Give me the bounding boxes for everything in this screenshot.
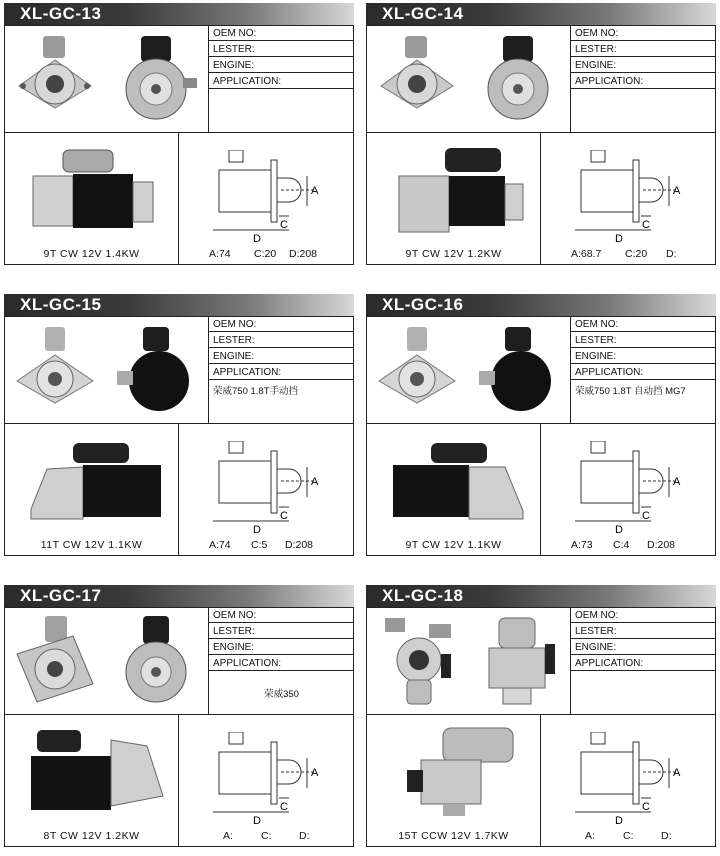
- lester-row: LESTER:: [571, 42, 716, 57]
- dimension-diagram: [567, 150, 692, 245]
- dim-c: C:: [623, 830, 634, 842]
- divider: [178, 715, 179, 846]
- dim-d-label: D: [253, 524, 261, 536]
- model-number: XL-GC-14: [382, 4, 464, 23]
- divider: [367, 132, 715, 133]
- starter-side-photo: [23, 146, 163, 236]
- model-number: XL-GC-15: [20, 295, 102, 314]
- divider: [540, 133, 541, 264]
- engine-row: ENGINE:: [571, 640, 716, 655]
- application-row: APPLICATION:: [571, 74, 716, 89]
- dim-c: C:5: [251, 539, 268, 551]
- model-number: XL-GC-17: [20, 586, 102, 605]
- info-panel: [208, 608, 354, 714]
- spec-text: 8T CW 12V 1.2KW: [43, 830, 140, 842]
- card-body: [4, 316, 354, 556]
- lester-row: LESTER:: [209, 333, 354, 348]
- dim-d-label: D: [615, 524, 623, 536]
- card-body: [4, 607, 354, 847]
- info-panel: [570, 317, 716, 423]
- lester-row: LESTER:: [209, 624, 354, 639]
- application-row: APPLICATION:: [209, 656, 354, 671]
- engine-row: ENGINE:: [571, 58, 716, 73]
- oem-row: OEM NO:: [209, 26, 354, 41]
- product-card: [4, 294, 354, 556]
- info-panel: [208, 26, 354, 132]
- dimension-diagram: [205, 732, 330, 827]
- starter-rear-photo: [113, 614, 199, 706]
- spec-text: 9T CW 12V 1.1KW: [405, 539, 502, 551]
- divider: [367, 423, 715, 424]
- engine-row: ENGINE:: [571, 349, 716, 364]
- starter-front-photo: [377, 34, 457, 122]
- dim-a: A:74: [209, 539, 231, 551]
- dimension-diagram: [205, 441, 330, 536]
- application-row: APPLICATION:: [209, 74, 354, 89]
- application-text: 荣威350: [264, 689, 299, 700]
- dim-d: D:: [661, 830, 672, 842]
- dim-a: A:68.7: [571, 248, 602, 260]
- starter-rear-photo: [475, 325, 561, 415]
- product-card: [366, 294, 716, 556]
- product-card: [4, 585, 354, 847]
- dim-c: C:20: [625, 248, 648, 260]
- dim-a: A:74: [209, 248, 231, 260]
- dim-c-label: C: [642, 510, 650, 522]
- card-body: [366, 607, 716, 847]
- divider: [178, 133, 179, 264]
- oem-row: OEM NO:: [571, 317, 716, 332]
- card-header: [366, 294, 716, 316]
- model-number: XL-GC-13: [20, 4, 102, 23]
- starter-rear-photo: [475, 34, 561, 124]
- engine-row: ENGINE:: [209, 349, 354, 364]
- oem-row: OEM NO:: [209, 317, 354, 332]
- dim-a-label: A: [673, 185, 681, 197]
- divider: [367, 714, 715, 715]
- dim-d-label: D: [253, 815, 261, 827]
- dim-c-label: C: [280, 219, 288, 231]
- divider: [5, 423, 353, 424]
- divider: [5, 714, 353, 715]
- application-row: APPLICATION:: [571, 365, 716, 380]
- dim-c: C:: [261, 830, 272, 842]
- dim-a: A:: [223, 830, 233, 842]
- starter-side-photo: [389, 144, 529, 239]
- starter-front-photo: [13, 614, 97, 706]
- engine-row: ENGINE:: [209, 58, 354, 73]
- card-header: [366, 3, 716, 25]
- info-panel: [570, 26, 716, 132]
- starter-rear-photo: [113, 34, 199, 124]
- dim-d: D:208: [289, 248, 318, 260]
- application-row: APPLICATION:: [571, 656, 716, 671]
- dim-a-label: A: [673, 767, 681, 779]
- dim-c-label: C: [280, 801, 288, 813]
- card-header: [4, 585, 354, 607]
- starter-front-photo: [15, 34, 95, 122]
- oem-row: OEM NO:: [209, 608, 354, 623]
- spec-text: 9T CW 12V 1.2KW: [405, 248, 502, 260]
- dim-c: C:4: [613, 539, 630, 551]
- info-panel: [208, 317, 354, 423]
- engine-row: ENGINE:: [209, 640, 354, 655]
- divider: [540, 424, 541, 555]
- starter-rear-photo: [473, 614, 561, 708]
- starter-front-photo: [377, 325, 457, 413]
- dim-c-label: C: [642, 219, 650, 231]
- dim-d: D:: [299, 830, 310, 842]
- starter-side-photo: [387, 439, 527, 524]
- card-body: [4, 25, 354, 265]
- info-panel: [570, 608, 716, 714]
- lester-row: LESTER:: [571, 333, 716, 348]
- dim-a-label: A: [311, 185, 319, 197]
- divider: [178, 424, 179, 555]
- starter-side-photo: [403, 720, 523, 820]
- dim-a-label: A: [673, 476, 681, 488]
- starter-side-photo: [27, 726, 167, 818]
- dim-c-label: C: [280, 510, 288, 522]
- product-card: [4, 3, 354, 265]
- dimension-diagram: [567, 732, 692, 827]
- application-row: APPLICATION:: [209, 365, 354, 380]
- model-number: XL-GC-16: [382, 295, 464, 314]
- dimension-diagram: [567, 441, 692, 536]
- dim-c: C:20: [254, 248, 277, 260]
- oem-row: OEM NO:: [571, 26, 716, 41]
- spec-text: 9T CW 12V 1.4KW: [43, 248, 140, 260]
- application-text: 荣威750 1.8T手动挡: [213, 386, 298, 397]
- product-card: [366, 3, 716, 265]
- dimension-diagram: [205, 150, 330, 245]
- spec-text: 15T CCW 12V 1.7KW: [398, 830, 509, 842]
- starter-front-photo: [381, 614, 457, 708]
- lester-row: LESTER:: [209, 42, 354, 57]
- dim-a: A:: [585, 830, 595, 842]
- dim-a: A:73: [571, 539, 593, 551]
- card-header: [4, 294, 354, 316]
- model-number: XL-GC-18: [382, 586, 464, 605]
- product-card: [366, 585, 716, 847]
- card-header: [4, 3, 354, 25]
- starter-rear-photo: [113, 325, 199, 415]
- dim-d-label: D: [615, 233, 623, 245]
- starter-side-photo: [27, 439, 167, 524]
- application-text: 荣威750 1.8T 自动挡 MG7: [575, 386, 686, 397]
- dim-a-label: A: [311, 476, 319, 488]
- dim-d: D:208: [647, 539, 676, 551]
- dim-d-label: D: [253, 233, 261, 245]
- dim-c-label: C: [642, 801, 650, 813]
- card-header: [366, 585, 716, 607]
- dim-a-label: A: [311, 767, 319, 779]
- divider: [540, 715, 541, 846]
- oem-row: OEM NO:: [571, 608, 716, 623]
- starter-front-photo: [15, 325, 95, 413]
- dim-d: D:208: [285, 539, 314, 551]
- card-body: [366, 316, 716, 556]
- card-body: [366, 25, 716, 265]
- divider: [5, 132, 353, 133]
- lester-row: LESTER:: [571, 624, 716, 639]
- dim-d-label: D: [615, 815, 623, 827]
- dim-d: D:: [666, 248, 677, 260]
- spec-text: 11T CW 12V 1.1KW: [40, 539, 143, 551]
